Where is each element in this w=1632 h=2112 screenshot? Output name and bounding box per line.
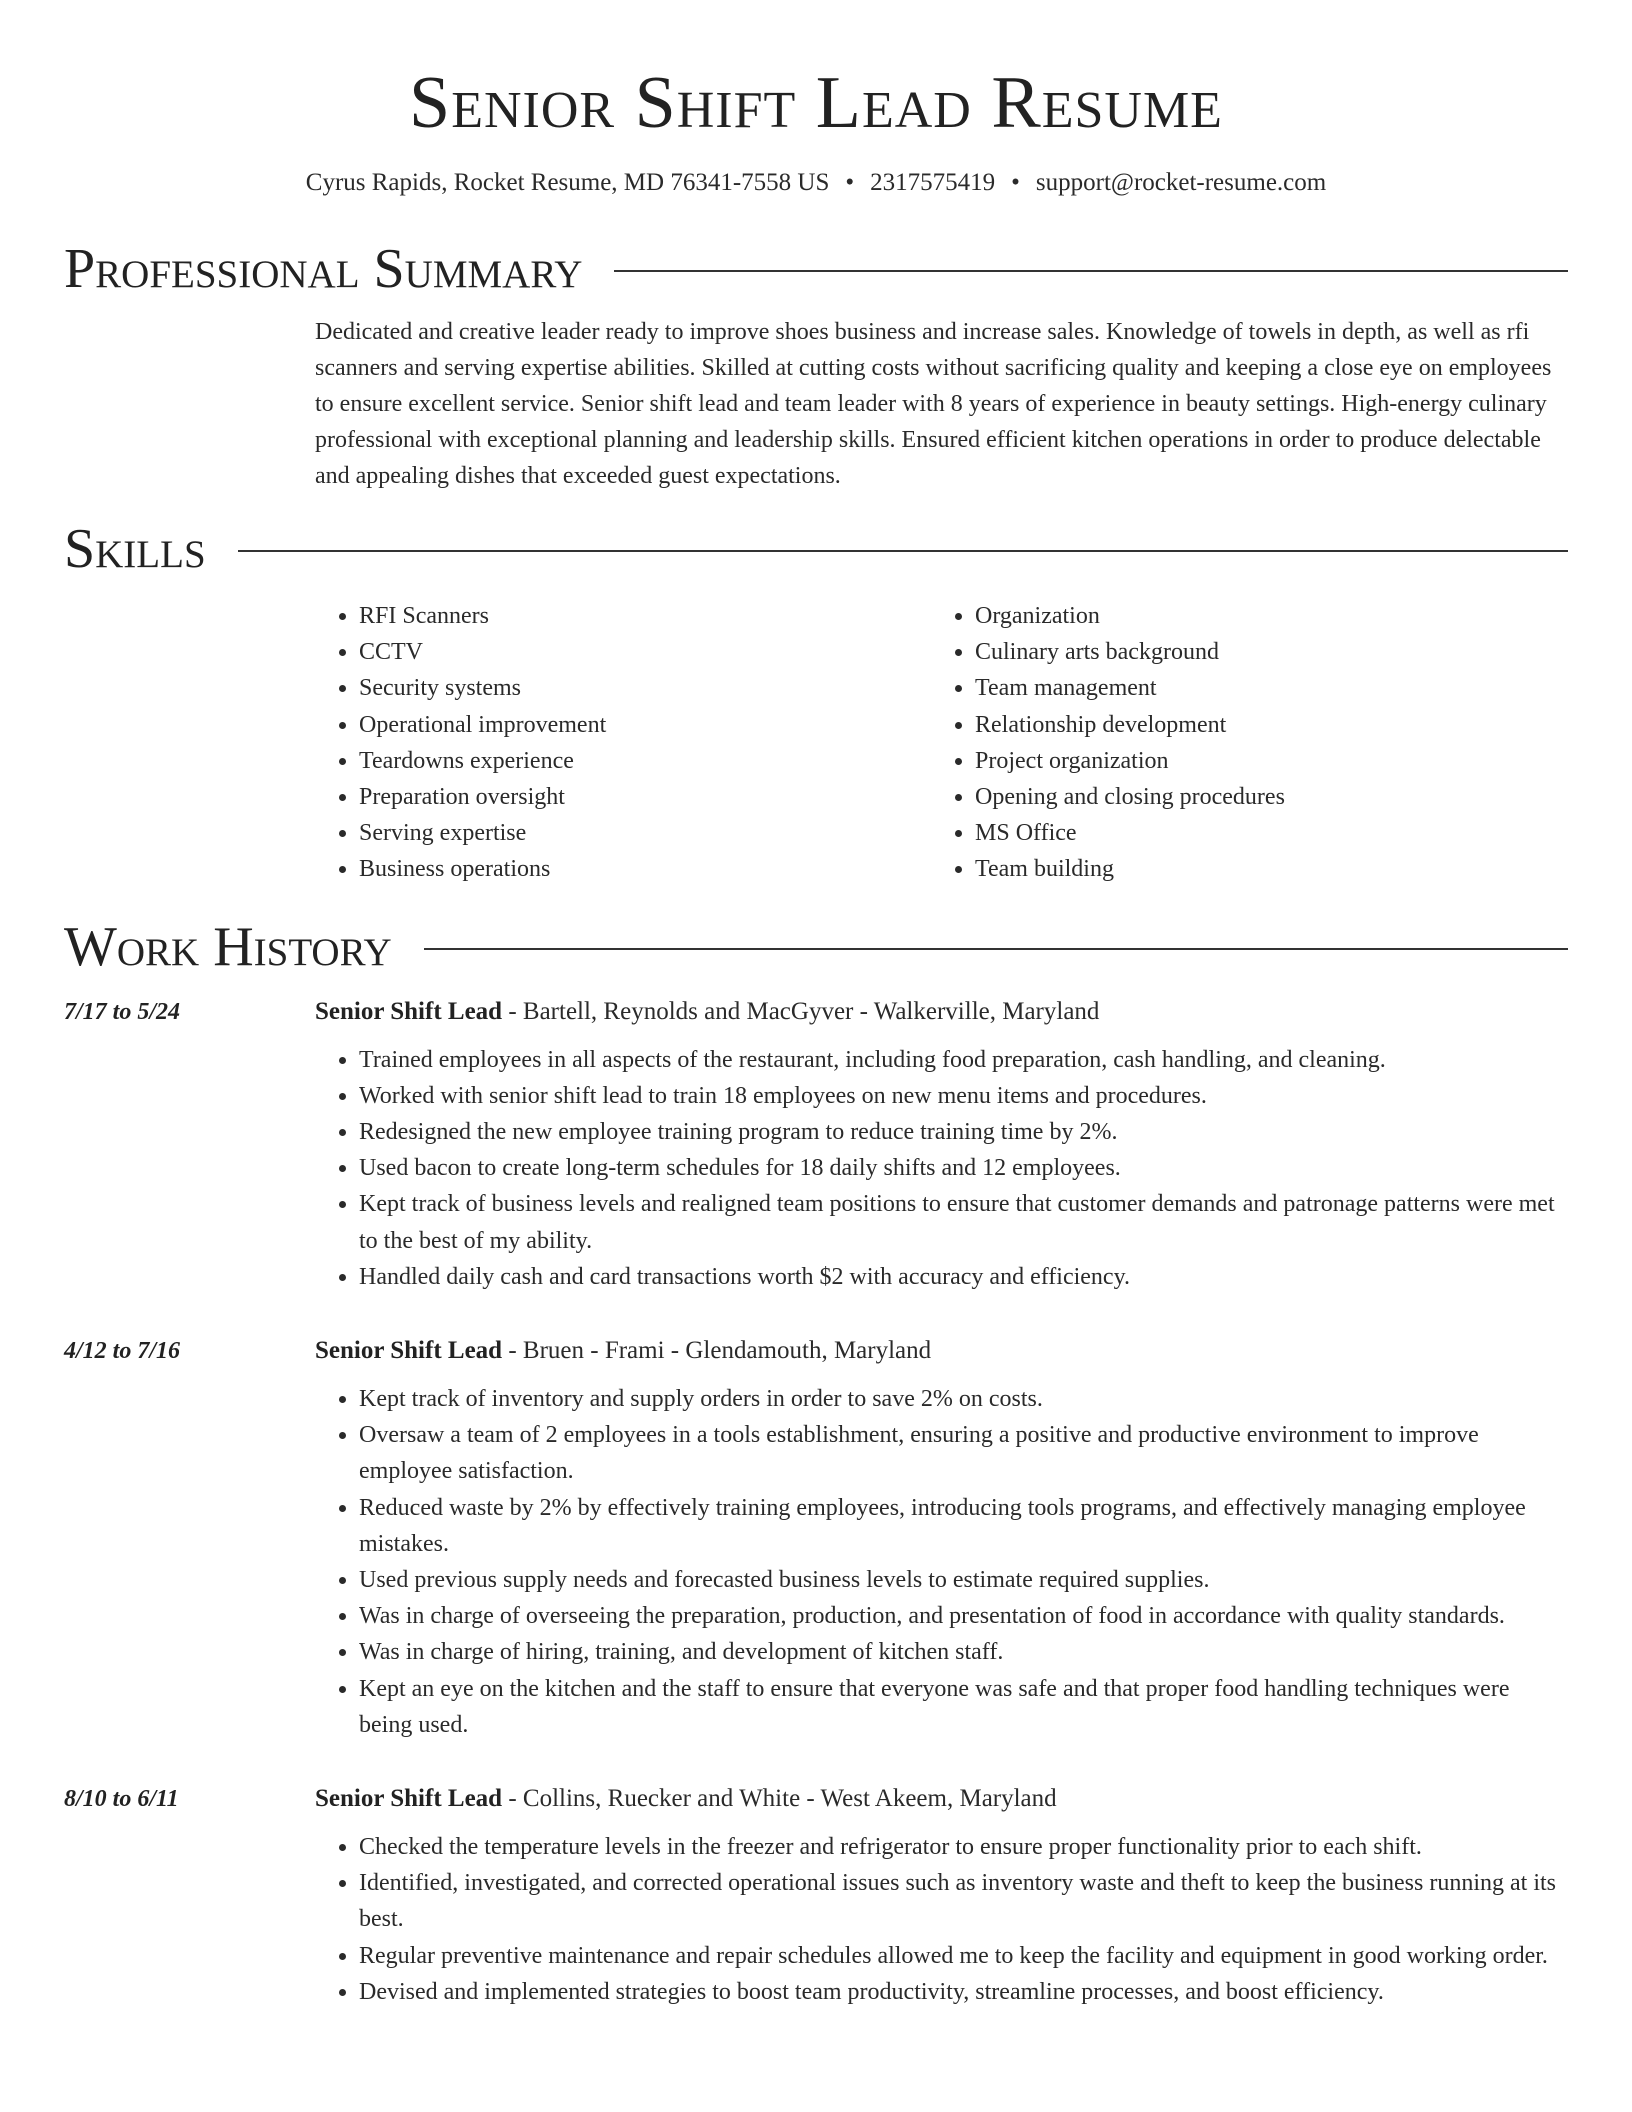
contact-info	[64, 166, 1568, 200]
skill-item: • Security systems	[359, 670, 931, 706]
skill-item: • Teardowns experience	[359, 743, 931, 779]
skill-item: • MS Office	[975, 815, 1547, 851]
summary-section-header	[64, 234, 1568, 304]
work-heading: Work History	[64, 915, 392, 978]
duty-item: • Kept track of business levels and realigned team positions to ensure that customer demands and patronage patterns were met to the best of my ability.	[359, 1186, 1568, 1258]
skill-item: • Team building	[975, 851, 1547, 887]
page-title: Senior Shift Lead Resume	[409, 62, 1223, 144]
skill-item: • Business operations	[359, 851, 931, 887]
job-duties	[315, 1381, 1568, 1743]
skill-item: • CCTV	[359, 634, 931, 670]
skill-item: • Organization	[975, 598, 1547, 634]
job-entry	[64, 1331, 1568, 1743]
section-divider	[614, 270, 1568, 272]
job-dates: 8/10 to 6/11	[64, 1786, 179, 1813]
job-body	[315, 1779, 1568, 2010]
skill-item: • Preparation oversight	[359, 779, 931, 815]
job-role: Senior Shift Lead	[315, 997, 503, 1025]
duty-item: • Kept track of inventory and supply orders in order to save 2% on costs.	[359, 1381, 1568, 1417]
skill-item: • Team management	[975, 670, 1547, 706]
job-dates: 4/12 to 7/16	[64, 1338, 181, 1365]
job-duties	[315, 1829, 1568, 2010]
contact-email: support@rocket-resume.com	[1035, 169, 1327, 196]
duty-item: • Used bacon to create long-term schedules for 18 daily shifts and 12 employees.	[359, 1150, 1568, 1186]
duty-item: • Worked with senior shift lead to train 18 employees on new menu items and procedures.	[359, 1078, 1568, 1114]
duty-item: • Devised and implemented strategies to boost team productivity, streamline processes, and boost efficiency.	[359, 1974, 1568, 2010]
job-employer: - Collins, Ruecker and White - West Akeem, Maryland	[502, 1785, 1057, 1813]
section-divider	[424, 948, 1568, 950]
skills-list-right	[931, 598, 1547, 888]
skill-item: • Culinary arts background	[975, 634, 1547, 670]
skill-item: • RFI Scanners	[359, 598, 931, 634]
skill-item: • Relationship development	[975, 707, 1547, 743]
job-employer: - Bartell, Reynolds and MacGyver - Walkerville, Maryland	[502, 997, 1100, 1025]
duty-item: • Identified, investigated, and corrected operational issues such as inventory waste and theft to keep the business running at its best.	[359, 1865, 1568, 1937]
duty-item: • Handled daily cash and card transactions worth $2 with accuracy and efficiency.	[359, 1259, 1568, 1295]
skill-item: • Operational improvement	[359, 707, 931, 743]
job-body	[315, 1331, 1568, 1743]
skill-item: • Project organization	[975, 743, 1547, 779]
job-body	[315, 992, 1568, 1295]
contact-separator: •	[1011, 169, 1020, 196]
contact-phone: 2317575419	[870, 169, 996, 196]
job-dates: 7/17 to 5/24	[64, 998, 181, 1025]
duty-item: • Checked the temperature levels in the freezer and refrigerator to ensure proper functionality prior to each shift.	[359, 1829, 1568, 1865]
section-divider	[238, 550, 1568, 552]
duty-item: • Regular preventive maintenance and repair schedules allowed me to keep the facility and equipment in good working order.	[359, 1938, 1568, 1974]
contact-address: Cyrus Rapids, Rocket Resume, MD 76341-7558 US	[305, 169, 830, 196]
duty-item: • Was in charge of overseeing the preparation, production, and presentation of food in accordance with quality standards.	[359, 1598, 1568, 1634]
job-header	[315, 992, 1568, 1032]
skills-section-header	[64, 514, 1568, 584]
summary-heading: Professional Summary	[64, 238, 583, 300]
job-header	[315, 1779, 1568, 1819]
job-header	[315, 1331, 1568, 1371]
skills-list-left	[315, 598, 931, 888]
skills-heading: Skills	[64, 518, 206, 580]
duty-item: • Used previous supply needs and forecasted business levels to estimate required supplies.	[359, 1562, 1568, 1598]
skills-grid	[315, 598, 1568, 888]
job-employer: - Bruen - Frami - Glendamouth, Maryland	[502, 1337, 932, 1365]
summary-body	[315, 314, 1568, 494]
contact-separator: •	[845, 169, 855, 196]
duty-item: • Trained employees in all aspects of the restaurant, including food preparation, cash handling, and cleaning.	[359, 1042, 1568, 1078]
duty-item: • Kept an eye on the kitchen and the staff to ensure that everyone was safe and that proper food handling techniques were being used.	[359, 1671, 1568, 1743]
duty-item: • Oversaw a team of 2 employees in a tools establishment, ensuring a positive and productive environment to improve employee satisfaction.	[359, 1417, 1568, 1489]
duty-item: • Reduced waste by 2% by effectively training employees, introducing tools programs, and effectively managing employee mistakes.	[359, 1490, 1568, 1562]
job-duties	[315, 1042, 1568, 1295]
skill-item: • Serving expertise	[359, 815, 931, 851]
job-role: Senior Shift Lead	[315, 1785, 503, 1813]
job-entry	[64, 1779, 1568, 2010]
job-role: Senior Shift Lead	[315, 1337, 503, 1365]
summary-text: Dedicated and creative leader ready to improve shoes business and increase sales. Knowledge of towels in depth, as well as rfi scanners and serving expertise abilities. Skilled at cutting costs without sacrificing quality and keeping a close eye on employees to ensure excellent service. Senior shift lead and team leader with 8 years of experience in beauty settings. High-energy culinary professional with exceptional planning and leadership skills. Ensured efficient kitchen operations in order to produce delectable and appealing dishes that exceeded guest expectations.	[315, 319, 1552, 489]
work-section-header	[64, 912, 1568, 982]
skill-item: • Opening and closing procedures	[975, 779, 1547, 815]
duty-item: • Was in charge of hiring, training, and development of kitchen staff.	[359, 1634, 1568, 1670]
job-entry	[64, 992, 1568, 1295]
duty-item: • Redesigned the new employee training program to reduce training time by 2%.	[359, 1114, 1568, 1150]
